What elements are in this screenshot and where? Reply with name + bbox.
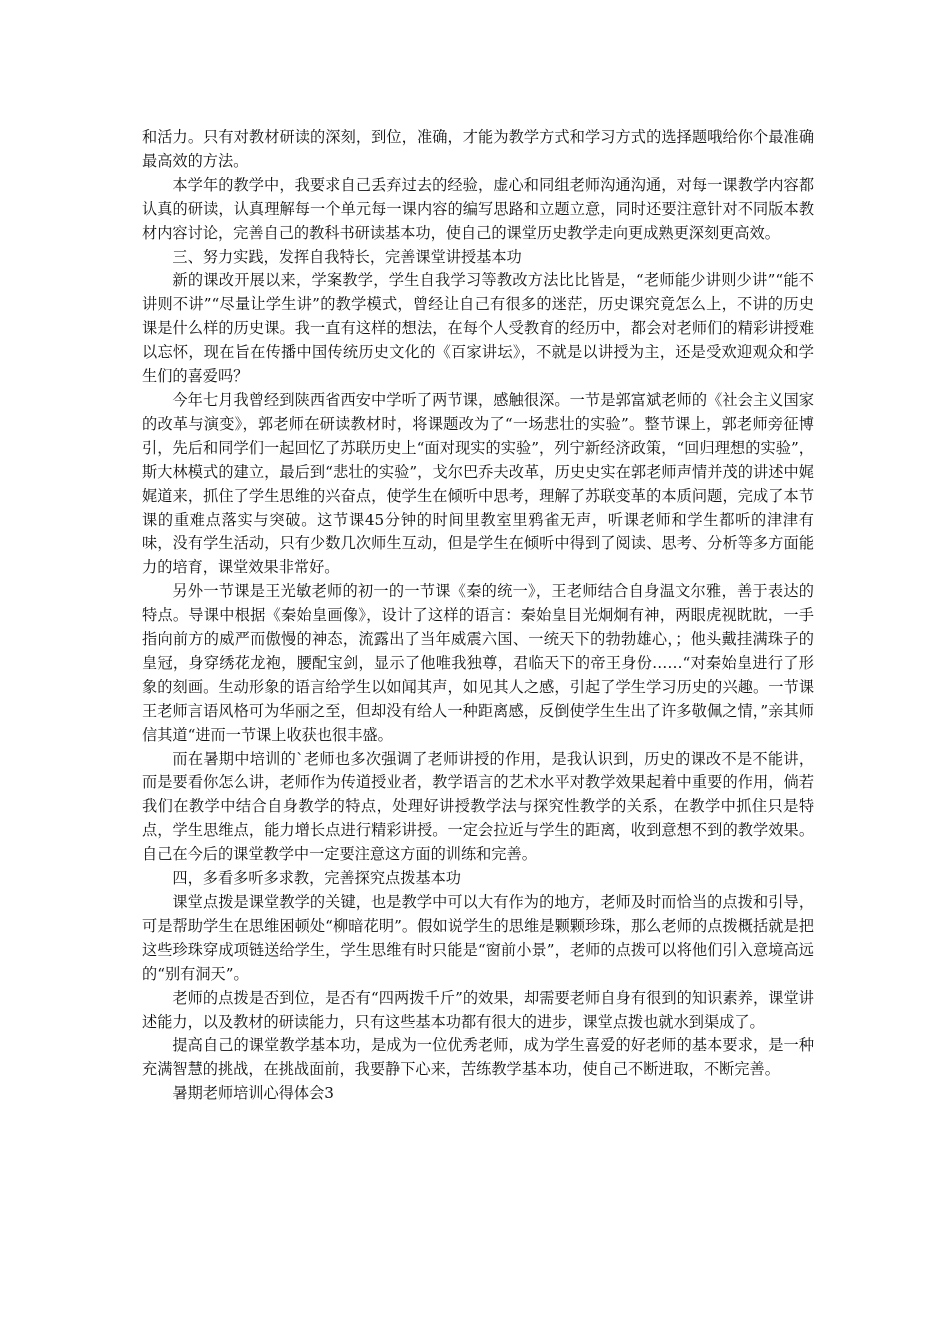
paragraph-conclusion: 提高自己的课堂教学基本功，是成为一位优秀老师，成为学生喜爱的好老师的基本要求，是一种充满智慧的挑战，在挑战面前，我要静下心来，苦练教学基本功，使自己不断进取，不断完善。 <box>142 1036 814 1079</box>
paragraph-qin-lesson: 另外一节课是王光敏老师的初一的一节课《秦的统一》，王老师结合自身温文尔雅，善于表达的特点。导课中根据《秦始皇画像》，设计了这样的语言：秦始皇目光炯炯有神，两眼虎视眈眈，一手指向前方的威严而傲慢的神态，流露出了当年威震六国、一统天下的勃勃雄心，；他头戴挂满珠子的皇冠，身穿绣花龙袍，腰配宝剑，显示了他唯我独尊，君临天下的帝王身份……“对秦始皇进行了形象的刻画。生动形象的语言给学生以如闻其声，如见其人之感，引起了学生学习历史的兴趣。一节课王老师言语风格可为华丽之至，但却没有给人一种距离感，反倒使学生生出了许多敬佩之情，”亲其师信其道“进而一节课上收获也很丰盛。 <box>142 582 814 744</box>
paragraph-textbook-study: 本学年的教学中，我要求自己丢弃过去的经验，虚心和同组老师沟通沟通，对每一课教学内容都认真的研读，认真理解每一个单元每一课内容的编写思路和立题立意，同时还要注意针对不同版本教材内容讨论，完善自己的教科书研读基本功，使自己的课堂历史教学走向更成熟更深刻更高效。 <box>142 175 814 242</box>
section-heading-4: 四，多看多听多求教，完善探究点拨基本功 <box>172 869 461 888</box>
paragraph-classroom-guidance: 课堂点拨是课堂教学的关键，也是教学中可以大有作为的地方，老师及时而恰当的点拨和引导，可是帮助学生在思维困顿处“柳暗花明”。假如说学生的思维是颗颗珍珠，那么老师的点拨概括就是把这些珍珠穿成项链送给学生，学生思维有时只能是“窗前小景”，老师的点拨可以将他们引入意境高远的“别有洞天”。 <box>142 893 814 983</box>
paragraph-continuation: 和活力。只有对教材研读的深刻，到位，准确，才能为教学方式和学习方式的选择题哦给你个最准确最高效的方法。 <box>142 128 814 170</box>
section-heading-3: 三、努力实践，发挥自我特长，完善课堂讲授基本功 <box>172 247 522 266</box>
paragraph-teaching-role: 而在暑期中培训的`老师也多次强调了老师讲授的作用，是我认识到，历史的课改不是不能讲，而是要看你怎么讲，老师作为传道授业者，教学语言的艺术水平对教学效果起着中重要的作用，倘若我们在教学中结合自身教学的特点，处理好讲授教学法与探究性教学的关系，在教学中抓住只是特点，学生思维点，能力增长点进行精彩讲授。一定会拉近与学生的距离，收到意想不到的教学效果。自己在今后的课堂教学中一定要注意这方面的训练和完善。 <box>142 749 814 864</box>
next-article-title: 暑期老师培训心得体会3 <box>172 1084 334 1103</box>
document-page <box>142 126 814 1106</box>
paragraph-guidance-effect: 老师的点拨是否到位，是否有“四两拨千斤”的效果，却需要老师自身有很到的知识素养，课堂讲述能力，以及教材的研读能力，只有这些基本功都有很大的进步，课堂点拨也就水到渠成了。 <box>142 988 814 1031</box>
paragraph-curriculum-reform: 新的课改开展以来，学案教学，学生自我学习等教改方法比比皆是，“老师能少讲则少讲”“能不讲则不讲”“尽量让学生讲”的教学模式，曾经让自己有很多的迷茫，历史课究竟怎么上，不讲的历史课是什么样的历史课。我一直有这样的想法，在每个人受教育的经历中，都会对老师们的精彩讲授难以忘怀，现在旨在传播中国传统历史文化的《百家讲坛》，不就是以讲授为主，还是受欢迎观众和学生们的喜爱吗？ <box>142 271 814 386</box>
paragraph-xian-lesson: 今年七月我曾经到陕西省西安中学听了两节课，感触很深。一节是郭富斌老师的《社会主义国家的改革与演变》，郭老师在研读教材时，将课题改为了“一场悲壮的实验”。整节课上，郭老师旁征博引，先后和同学们一起回忆了苏联历史上“面对现实的实验”，列宁新经济政策，“回归理想的实验”，斯大林模式的建立，最后到“悲壮的实验”，戈尔巴乔夫改革，历史史实在郭老师声情并茂的讲述中娓娓道来，抓住了学生思维的兴奋点，使学生在倾听中思考，理解了苏联变革的本质问题，完成了本节课的重难点落实与突破。这节课45分钟的时间里教室里鸦雀无声，听课老师和学生都听的津津有味，没有学生活动，只有少数几次师生互动，但是学生在倾听中得到了阅读、思考、分析等多方面能力的培育，课堂效果非常好。 <box>142 390 814 577</box>
